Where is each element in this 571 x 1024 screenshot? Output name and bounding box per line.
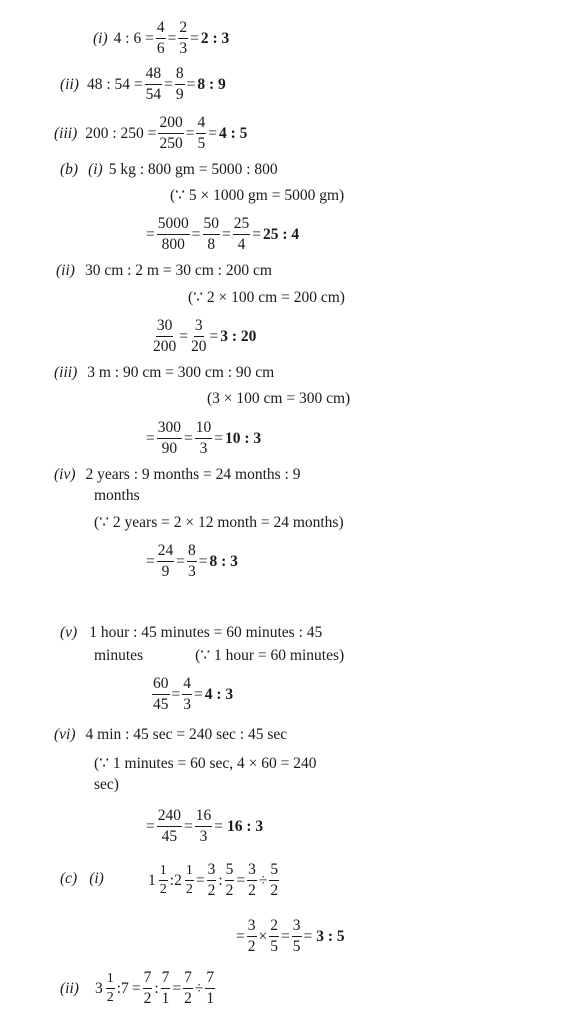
numerator: 1 xyxy=(185,864,194,882)
denominator: 5 xyxy=(292,938,301,956)
label-c-ii: (ii) xyxy=(60,980,79,997)
fraction xyxy=(269,862,279,900)
note-text: (∵ 2 years = 2 × 12 month = 24 months) xyxy=(94,514,344,531)
line-b-iv-cont xyxy=(94,487,140,505)
mixed-number xyxy=(174,864,196,898)
equals: = xyxy=(184,429,193,447)
note-text: (∵ 1 hour = 60 minutes) xyxy=(195,647,345,664)
fraction xyxy=(195,420,213,458)
note-b-iii xyxy=(207,390,350,408)
expr-text: 1 hour : 45 minutes = 60 minutes : 45 xyxy=(89,624,323,641)
numerator: 3 xyxy=(194,318,204,337)
numerator: 48 xyxy=(145,66,163,85)
label-a-ii: (ii) xyxy=(60,75,79,93)
numerator: 7 xyxy=(161,970,171,989)
fraction xyxy=(157,543,175,581)
result: 8 : 3 xyxy=(209,552,238,570)
numerator: 3 xyxy=(207,862,217,881)
fraction xyxy=(205,970,215,1008)
fraction xyxy=(292,918,302,956)
numerator: 25 xyxy=(233,216,251,235)
denominator: 2 xyxy=(159,882,167,898)
mixed-number xyxy=(95,972,117,1006)
numerator: 30 xyxy=(156,318,174,337)
expr-left: 48 : 54 = xyxy=(86,75,143,93)
label-c: (c) xyxy=(60,870,78,887)
numerator: 3 xyxy=(247,862,257,881)
label-b-iii: (iii) xyxy=(54,364,78,381)
equals: = xyxy=(164,75,173,93)
calc-c-i-2 xyxy=(236,918,345,956)
expr-text: 30 cm : 2 m = 30 cm : 200 cm xyxy=(84,262,272,279)
denominator: 5 xyxy=(270,938,278,956)
line-b-v xyxy=(60,624,322,642)
fraction xyxy=(203,216,221,254)
fraction xyxy=(183,970,193,1008)
numerator: 1 xyxy=(106,972,115,990)
numerator: 3 xyxy=(247,918,257,937)
calc-b-i xyxy=(146,216,299,254)
fraction xyxy=(225,862,235,900)
whole: 1 xyxy=(148,871,156,889)
fraction xyxy=(233,216,251,254)
equals: = xyxy=(146,552,155,570)
denominator: 6 xyxy=(156,40,165,58)
denominator: 2 xyxy=(106,990,114,1006)
denominator: 2 xyxy=(184,990,192,1008)
equals: = xyxy=(146,225,155,243)
equals: = xyxy=(176,552,185,570)
mixed-number xyxy=(148,864,170,898)
equals: = xyxy=(179,327,188,345)
note-b-iv xyxy=(94,513,344,532)
numerator: 7 xyxy=(183,970,193,989)
denominator: 250 xyxy=(159,135,183,153)
denominator: 3 xyxy=(179,40,188,58)
denominator: 200 xyxy=(153,338,177,356)
result: 16 : 3 xyxy=(227,817,264,835)
calc-c-i xyxy=(148,862,281,900)
denominator: 2 xyxy=(248,882,256,900)
equals: = xyxy=(186,75,196,93)
divide-sign: ÷ xyxy=(194,979,204,997)
numerator: 4 xyxy=(196,115,206,134)
denominator: 3 xyxy=(183,696,191,714)
numerator: 3 xyxy=(292,918,302,937)
fraction xyxy=(152,676,170,714)
equals: = xyxy=(184,817,193,835)
numerator: 200 xyxy=(158,115,183,134)
fraction xyxy=(157,216,190,254)
equals: = xyxy=(167,29,177,47)
calc-b-iv xyxy=(146,543,238,581)
result: 3 : 5 xyxy=(316,927,345,945)
equals: = xyxy=(194,685,203,703)
result: 2 : 3 xyxy=(200,29,230,47)
note-text-cont: sec) xyxy=(94,776,119,793)
label-b-i: (i) xyxy=(88,161,103,178)
denominator: 4 xyxy=(237,236,246,254)
line-c-i-labels xyxy=(60,870,104,888)
numerator: 24 xyxy=(157,543,175,562)
label-b-iv: (iv) xyxy=(54,466,76,483)
equals: = xyxy=(131,979,141,997)
fraction xyxy=(161,970,171,1008)
denominator: 2 xyxy=(247,938,256,956)
note-text: (∵ 1 minutes = 60 sec, 4 × 60 = 240 xyxy=(94,755,317,772)
divide-sign: ÷ xyxy=(258,871,268,889)
result: 4 : 3 xyxy=(204,685,234,703)
line-a-ii xyxy=(60,66,226,104)
denominator: 2 xyxy=(225,882,234,900)
fraction xyxy=(182,676,192,714)
fraction xyxy=(145,66,163,104)
denominator: 8 xyxy=(207,236,216,254)
equals: = xyxy=(191,225,201,243)
line-b-ii xyxy=(56,262,272,280)
expr-text: 3 m : 90 cm = 300 cm : 90 cm xyxy=(87,364,275,381)
equals: = xyxy=(208,124,217,142)
line-a-i xyxy=(93,20,229,58)
result: 3 : 20 xyxy=(220,327,257,345)
fraction xyxy=(178,20,188,58)
fraction xyxy=(195,808,213,846)
expr-left: 200 : 250 = xyxy=(85,124,157,142)
note-b-ii xyxy=(188,288,345,307)
numerator: 2 xyxy=(178,20,188,39)
numerator: 16 xyxy=(195,808,213,827)
fraction xyxy=(157,420,182,458)
denominator: 5 xyxy=(197,135,206,153)
note-b-vi xyxy=(94,754,317,773)
result: 8 : 9 xyxy=(197,75,226,93)
equals: = xyxy=(214,817,223,835)
calc-b-vi xyxy=(146,808,263,846)
denominator: 3 xyxy=(188,563,196,581)
equals: = xyxy=(236,871,246,889)
equals: = xyxy=(146,429,155,447)
expr-text-cont: minutes xyxy=(94,646,144,664)
label-b-v: (v) xyxy=(60,624,78,641)
equals: = xyxy=(236,927,245,945)
denominator: 9 xyxy=(161,563,170,581)
label-a-iii: (iii) xyxy=(54,124,78,142)
colon-seven: :7 xyxy=(116,979,129,997)
equals: = xyxy=(195,871,205,889)
note-text: (3 × 100 cm = 300 cm) xyxy=(207,390,351,407)
denominator: 3 xyxy=(199,828,208,846)
numerator: 7 xyxy=(205,970,215,989)
equals: = xyxy=(214,429,223,447)
colon: : xyxy=(169,871,175,889)
result: 25 : 4 xyxy=(263,225,300,243)
denominator: 20 xyxy=(191,338,207,356)
denominator: 3 xyxy=(199,440,208,458)
equals: = xyxy=(172,979,182,997)
label-b-ii: (ii) xyxy=(56,262,75,279)
fraction xyxy=(158,115,183,153)
label-a-i: (i) xyxy=(93,29,108,47)
fraction xyxy=(143,970,153,1008)
whole: 3 xyxy=(95,979,103,997)
fraction xyxy=(247,862,257,900)
numerator: 5000 xyxy=(157,216,190,235)
equals: = xyxy=(303,927,313,945)
numerator: 10 xyxy=(195,420,213,439)
times-sign: × xyxy=(258,927,268,945)
equals: = xyxy=(209,327,219,345)
denominator: 45 xyxy=(153,696,169,714)
result: 10 : 3 xyxy=(225,429,262,447)
fraction xyxy=(156,20,166,58)
numerator: 4 xyxy=(156,20,166,39)
fraction xyxy=(175,66,185,104)
fraction xyxy=(196,115,206,153)
colon: : xyxy=(218,871,223,889)
note-b-i xyxy=(170,186,344,205)
denominator: 2 xyxy=(270,882,279,900)
expr-left: 4 : 6 = xyxy=(113,29,154,47)
equals: = xyxy=(198,552,208,570)
equals: = xyxy=(146,817,155,835)
denominator: 800 xyxy=(161,236,185,254)
expr-text: 5 kg : 800 gm = 5000 : 800 xyxy=(108,161,278,178)
numerator: 5 xyxy=(225,862,235,881)
whole: 2 xyxy=(174,871,182,889)
fraction xyxy=(207,862,217,900)
calc-b-v xyxy=(150,676,233,714)
numerator: 60 xyxy=(152,676,170,695)
numerator: 300 xyxy=(157,420,182,439)
label-b: (b) xyxy=(60,161,79,178)
denominator: 1 xyxy=(206,990,215,1008)
numerator: 50 xyxy=(203,216,221,235)
colon: : xyxy=(154,979,159,997)
note-b-vi-cont xyxy=(94,776,119,794)
numerator: 4 xyxy=(182,676,192,695)
fraction xyxy=(185,864,194,898)
denominator: 54 xyxy=(145,86,162,104)
fraction xyxy=(247,918,257,956)
numerator: 2 xyxy=(269,918,279,937)
label-c-i: (i) xyxy=(89,870,104,887)
numerator: 8 xyxy=(175,66,185,85)
fraction xyxy=(187,543,197,581)
numerator: 240 xyxy=(157,808,182,827)
fraction xyxy=(190,318,208,356)
numerator: 7 xyxy=(143,970,153,989)
equals: = xyxy=(281,927,290,945)
numerator: 5 xyxy=(269,862,279,881)
calc-b-iii xyxy=(146,420,261,458)
expr-text: 2 years : 9 months = 24 months : 9 xyxy=(85,466,301,483)
numerator: 8 xyxy=(187,543,197,562)
denominator: 9 xyxy=(175,86,184,104)
denominator: 2 xyxy=(185,882,193,898)
note-text: (∵ 5 × 1000 gm = 5000 gm) xyxy=(170,187,345,204)
line-b-iv xyxy=(54,466,301,484)
note-text: (∵ 2 × 100 cm = 200 cm) xyxy=(188,289,345,306)
line-b-vi xyxy=(54,726,287,744)
fraction xyxy=(106,972,115,1006)
fraction xyxy=(157,808,182,846)
denominator: 90 xyxy=(161,440,178,458)
calc-c-ii xyxy=(95,970,217,1008)
denominator: 45 xyxy=(161,828,178,846)
equals: = xyxy=(222,225,231,243)
line-b-i xyxy=(60,161,278,179)
denominator: 2 xyxy=(143,990,152,1008)
result: 4 : 5 xyxy=(218,124,248,142)
equals: = xyxy=(171,685,181,703)
denominator: 1 xyxy=(161,990,170,1008)
denominator: 2 xyxy=(207,882,216,900)
line-b-v-cont xyxy=(94,646,344,665)
expr-text-cont: months xyxy=(94,487,140,504)
numerator: 1 xyxy=(159,864,168,882)
line-a-iii xyxy=(54,115,247,153)
equals: = xyxy=(185,124,195,142)
fraction xyxy=(152,318,177,356)
line-b-iii xyxy=(54,364,274,382)
expr-text: 4 min : 45 sec = 240 sec : 45 sec xyxy=(85,726,288,743)
fraction xyxy=(159,864,168,898)
line-c-ii-label xyxy=(60,980,79,998)
calc-b-ii xyxy=(150,318,256,356)
label-b-vi: (vi) xyxy=(54,726,76,743)
equals: = xyxy=(190,29,199,47)
equals: = xyxy=(252,225,261,243)
fraction xyxy=(269,918,279,956)
